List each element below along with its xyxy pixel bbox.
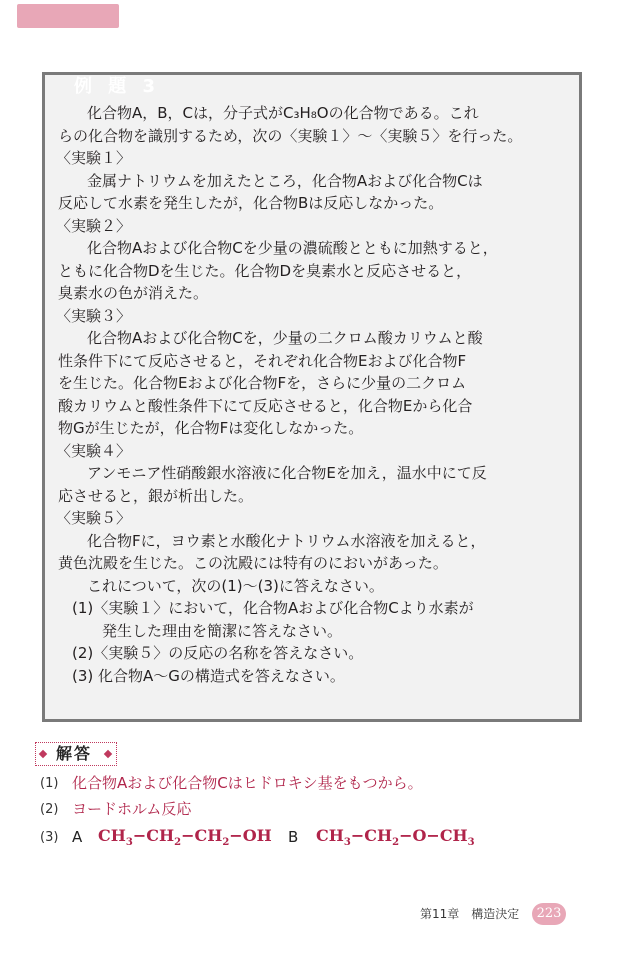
answer-label-a: A (72, 828, 83, 846)
example-line: 金属ナトリウムを加えたところ，化合物Aおよび化合物Cは (72, 172, 483, 190)
answer-label-b: B (288, 828, 299, 846)
example-line: 性条件下にて反応させると，それぞれ化合物Eおよび化合物F (58, 352, 467, 370)
example-line: (1)〈実験１〉において，化合物Aおよび化合物Cより水素が (72, 599, 474, 617)
example-line: 発生した理由を簡潔に答えなさい。 (72, 622, 343, 640)
example-title: 例 題 3 (74, 76, 161, 97)
answer-text-1: 化合物Aおよび化合物Cはヒドロキシ基をもつから。 (72, 774, 423, 792)
example-line: 物Gが生じたが，化合物Fは変化しなかった。 (58, 419, 364, 437)
footer-chapter: 第11章 構造決定 (420, 907, 520, 921)
example-line: ともに化合物Dを生じた。化合物Dを臭素水と反応させると， (58, 262, 472, 280)
example-line: アンモニア性硝酸銀水溶液に化合物Eを加え，温水中にて反 (72, 464, 487, 482)
example-line: 黄色沈殿を生じた。この沈殿には特有のにおいがあった。 (58, 554, 448, 572)
example-line: (3) 化合物A～Gの構造式を答えなさい。 (72, 667, 345, 685)
example-line: これについて，次の(1)～(3)に答えなさい。 (72, 577, 384, 595)
example-line: 〈実験４〉 (56, 442, 132, 460)
example-line: 化合物A，B，Cは，分子式がC₃H₈Oの化合物である。これ (72, 104, 479, 122)
example-line: を生じた。化合物Eおよび化合物Fを，さらに少量の二クロム (58, 374, 467, 392)
formula-b: $CH_3-CH_2-O-CH_3$ (316, 826, 475, 849)
example-line: (2)〈実験５〉の反応の名称を答えなさい。 (72, 644, 364, 662)
example-line: 応させると，銀が析出した。 (58, 487, 254, 505)
example-line: 化合物Aおよび化合物Cを少量の濃硫酸とともに加熱すると， (72, 239, 498, 257)
formula-a: $CH_3-CH_2-CH_2-OH$ (98, 826, 272, 849)
example-title-tab (17, 4, 119, 28)
answer-num-3: (3) (40, 830, 59, 845)
example-line: 臭素水の色が消えた。 (58, 284, 209, 302)
answer-num-1: (1) (40, 776, 59, 791)
example-line: 〈実験３〉 (56, 307, 132, 325)
answer-text-2: ヨードホルム反応 (72, 800, 192, 818)
example-line: 〈実験２〉 (56, 217, 132, 235)
example-line: 反応して水素を発生したが，化合物Bは反応しなかった。 (58, 194, 444, 212)
example-line: 酸カリウムと酸性条件下にて反応させると，化合物Eから化合 (58, 397, 473, 415)
answer-title: 解答 (56, 744, 93, 763)
example-line: 化合物Aおよび化合物Cを，少量の二クロム酸カリウムと酸 (72, 329, 483, 347)
page-number: 223 (532, 903, 566, 925)
example-line: らの化合物を識別するため，次の〈実験１〉～〈実験５〉を行った。 (58, 127, 523, 145)
example-line: 〈実験５〉 (56, 509, 132, 527)
example-line: 化合物Fに，ヨウ素と水酸化ナトリウム水溶液を加えると， (72, 532, 486, 550)
answer-num-2: (2) (40, 802, 59, 817)
example-line: 〈実験１〉 (56, 149, 132, 167)
